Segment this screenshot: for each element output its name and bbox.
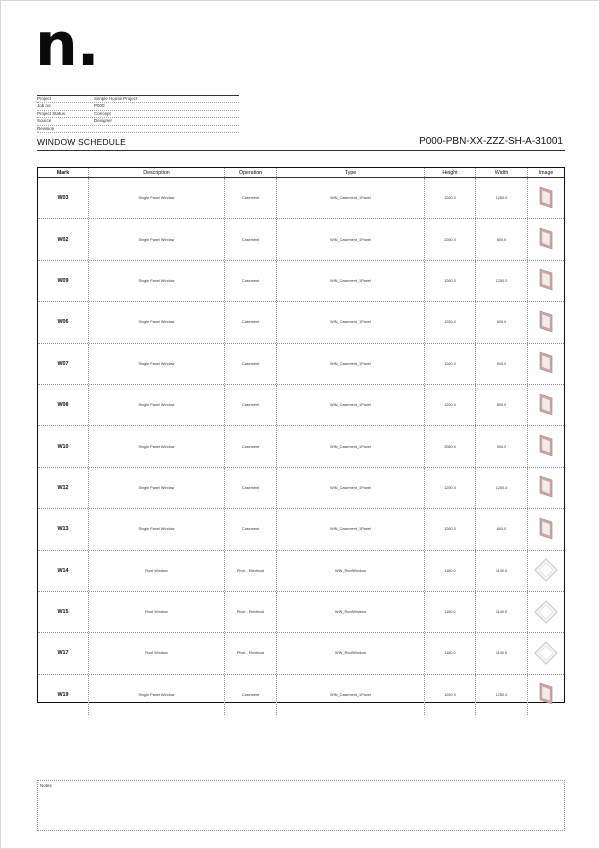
- window-schedule-table: [37, 167, 565, 703]
- cell-width: 1250.0: [476, 261, 528, 301]
- cell-width: 600.0: [476, 302, 528, 342]
- roof-window-icon: [534, 600, 558, 625]
- cell-description: Roof Window: [89, 592, 225, 632]
- cell-mark: W19: [38, 675, 89, 715]
- table-row: [38, 178, 564, 219]
- drawing-number: P000-PBN-XX-ZZZ-SH-A-31001: [419, 136, 563, 147]
- cell-operation: Casement: [225, 509, 277, 549]
- cell-operation: Casement: [225, 675, 277, 715]
- cell-mark: W02: [38, 219, 89, 259]
- cell-operation: Casement: [225, 385, 277, 425]
- cell-type: WIN_Casement_1Panel: [277, 219, 425, 259]
- cell-type: WIN_Casement_1Panel: [277, 302, 425, 342]
- roof-window-icon: [534, 641, 558, 666]
- cell-width: 1140.0: [476, 551, 528, 591]
- cell-image: [528, 178, 564, 218]
- column-header-mark: Mark: [38, 168, 89, 177]
- cell-description: Single Panel Window: [89, 344, 225, 384]
- column-header-type: Type: [277, 168, 425, 177]
- company-logo: n.: [35, 10, 99, 80]
- cell-image: [528, 551, 564, 591]
- cell-width: 1250.0: [476, 468, 528, 508]
- casement-window-icon: [539, 434, 554, 459]
- cell-mark: W12: [38, 468, 89, 508]
- cell-description: Roof Window: [89, 551, 225, 591]
- cell-image: [528, 344, 564, 384]
- cell-operation: Casement: [225, 261, 277, 301]
- cell-operation: Casement: [225, 426, 277, 466]
- cell-image: [528, 426, 564, 466]
- cell-mark: W15: [38, 592, 89, 632]
- casement-window-icon: [539, 310, 554, 335]
- cell-type: WIN_Casement_1Panel: [277, 178, 425, 218]
- title-divider: [37, 150, 565, 151]
- cell-description: Single Panel Window: [89, 675, 225, 715]
- cell-height: 1260.0: [425, 261, 476, 301]
- cell-description: Roof Window: [89, 633, 225, 673]
- cell-mark: W03: [38, 178, 89, 218]
- cell-mark: W14: [38, 551, 89, 591]
- cell-operation: Pivot - Electrical: [225, 592, 277, 632]
- cell-image: [528, 509, 564, 549]
- column-header-image: Image: [538, 169, 554, 176]
- cell-mark: W13: [38, 509, 89, 549]
- project-info-row: [37, 118, 239, 125]
- cell-description: Single Panel Window: [89, 178, 225, 218]
- cell-width: 600.0: [476, 509, 528, 549]
- project-info-row: [37, 103, 239, 110]
- table-row: [38, 509, 564, 550]
- table-row: [38, 261, 564, 302]
- cell-operation: Casement: [225, 302, 277, 342]
- table-row: [38, 592, 564, 633]
- table-row: [38, 633, 564, 674]
- cell-width: 1250.0: [476, 675, 528, 715]
- casement-window-icon: [539, 475, 554, 500]
- project-info-label: Project: [37, 96, 52, 101]
- project-info-value: P000: [94, 103, 105, 109]
- cell-type: WIN_Casement_1Panel: [277, 385, 425, 425]
- cell-type: WIN_Casement_1Panel: [277, 261, 425, 301]
- cell-operation: Pivot - Electrical: [225, 633, 277, 673]
- project-info-row: [37, 126, 239, 133]
- cell-description: Single Panel Window: [89, 261, 225, 301]
- cell-width: 900.0: [476, 344, 528, 384]
- project-info-label: Source: [37, 118, 52, 124]
- project-info-value: [94, 126, 239, 132]
- cell-image: [528, 385, 564, 425]
- cell-height: 2060.0: [425, 426, 476, 466]
- cell-height: 1260.0: [425, 178, 476, 218]
- column-header-operation: Operation: [225, 168, 277, 177]
- casement-window-icon: [539, 227, 554, 252]
- cell-width: 900.0: [476, 426, 528, 466]
- cell-mark: W06: [38, 302, 89, 342]
- project-info-row: [37, 111, 239, 118]
- cell-type: WIN_Casement_1Panel: [277, 426, 425, 466]
- cell-width: 1140.0: [476, 633, 528, 673]
- roof-window-icon: [534, 558, 558, 583]
- casement-window-icon: [539, 393, 554, 418]
- cell-height: 1180.0: [425, 551, 476, 591]
- cell-height: 1250.0: [425, 675, 476, 715]
- cell-mark: W08: [38, 385, 89, 425]
- column-header-width: Width: [476, 168, 528, 177]
- cell-width: 1250.0: [476, 178, 528, 218]
- project-info-value: Designer: [94, 118, 113, 124]
- cell-height: 1250.0: [425, 302, 476, 342]
- cell-type: WIN_RoofWindow: [277, 551, 425, 591]
- cell-description: Single Panel Window: [89, 302, 225, 342]
- cell-operation: Casement: [225, 344, 277, 384]
- cell-width: 1140.0: [476, 592, 528, 632]
- cell-mark: W09: [38, 261, 89, 301]
- cell-height: 1180.0: [425, 592, 476, 632]
- cell-type: WIN_Casement_1Panel: [277, 468, 425, 508]
- project-info-value: Simple House Project: [94, 96, 138, 101]
- table-row: [38, 219, 564, 260]
- table-row: [38, 385, 564, 426]
- table-row: [38, 302, 564, 343]
- cell-operation: Casement: [225, 468, 277, 508]
- cell-type: WIN_RoofWindow: [277, 633, 425, 673]
- project-info-label: Revision: [37, 125, 55, 131]
- cell-width: 800.0: [476, 219, 528, 259]
- cell-mark: W17: [38, 633, 89, 673]
- cell-image: [528, 261, 564, 301]
- casement-window-icon: [539, 517, 554, 542]
- column-header-height: Height: [425, 168, 476, 177]
- cell-type: WIN_Casement_1Panel: [277, 344, 425, 384]
- cell-height: 1250.0: [425, 385, 476, 425]
- table-row: [38, 551, 564, 592]
- cell-image: [528, 592, 564, 632]
- casement-window-icon: [539, 351, 554, 376]
- column-header-description: Description: [89, 168, 225, 177]
- cell-width: 800.0: [476, 385, 528, 425]
- notes-box: [37, 780, 565, 831]
- cell-image: [528, 302, 564, 342]
- cell-description: Single Panel Window: [89, 385, 225, 425]
- cell-type: WIN_Casement_1Panel: [277, 509, 425, 549]
- project-info-row: [37, 96, 239, 103]
- cell-image: [528, 675, 564, 715]
- project-info-value: Concept: [94, 110, 111, 116]
- project-info-label: Job no: [37, 103, 51, 109]
- cell-description: Single Panel Window: [89, 468, 225, 508]
- cell-height: 2260.0: [425, 219, 476, 259]
- cell-height: 1260.0: [425, 344, 476, 384]
- cell-operation: Casement: [225, 178, 277, 218]
- cell-height: 1260.0: [425, 509, 476, 549]
- cell-image: [528, 219, 564, 259]
- cell-mark: W07: [38, 344, 89, 384]
- cell-height: 1180.0: [425, 633, 476, 673]
- casement-window-icon: [539, 682, 554, 707]
- casement-window-icon: [539, 268, 554, 293]
- table-row: [38, 344, 564, 385]
- cell-operation: Casement: [225, 219, 277, 259]
- table-row: [38, 675, 564, 715]
- schedule-title: WINDOW SCHEDULE: [37, 137, 126, 147]
- cell-type: WIN_Casement_1Panel: [277, 675, 425, 715]
- cell-image: [528, 468, 564, 508]
- cell-description: Single Panel Window: [89, 219, 225, 259]
- table-header: [38, 168, 564, 178]
- table-body: [38, 178, 564, 715]
- project-info-label: Project Status: [37, 110, 66, 116]
- cell-operation: Pivot - Electrical: [225, 551, 277, 591]
- cell-type: WIN_RoofWindow: [277, 592, 425, 632]
- project-info-block: [37, 95, 239, 133]
- cell-description: Single Panel Window: [89, 426, 225, 466]
- cell-description: Single Panel Window: [89, 509, 225, 549]
- cell-image: [528, 633, 564, 673]
- casement-window-icon: [539, 186, 554, 211]
- notes-label: Notes: [40, 783, 52, 788]
- cell-height: 1250.0: [425, 468, 476, 508]
- table-row: [38, 426, 564, 467]
- cell-mark: W10: [38, 426, 89, 466]
- table-row: [38, 468, 564, 509]
